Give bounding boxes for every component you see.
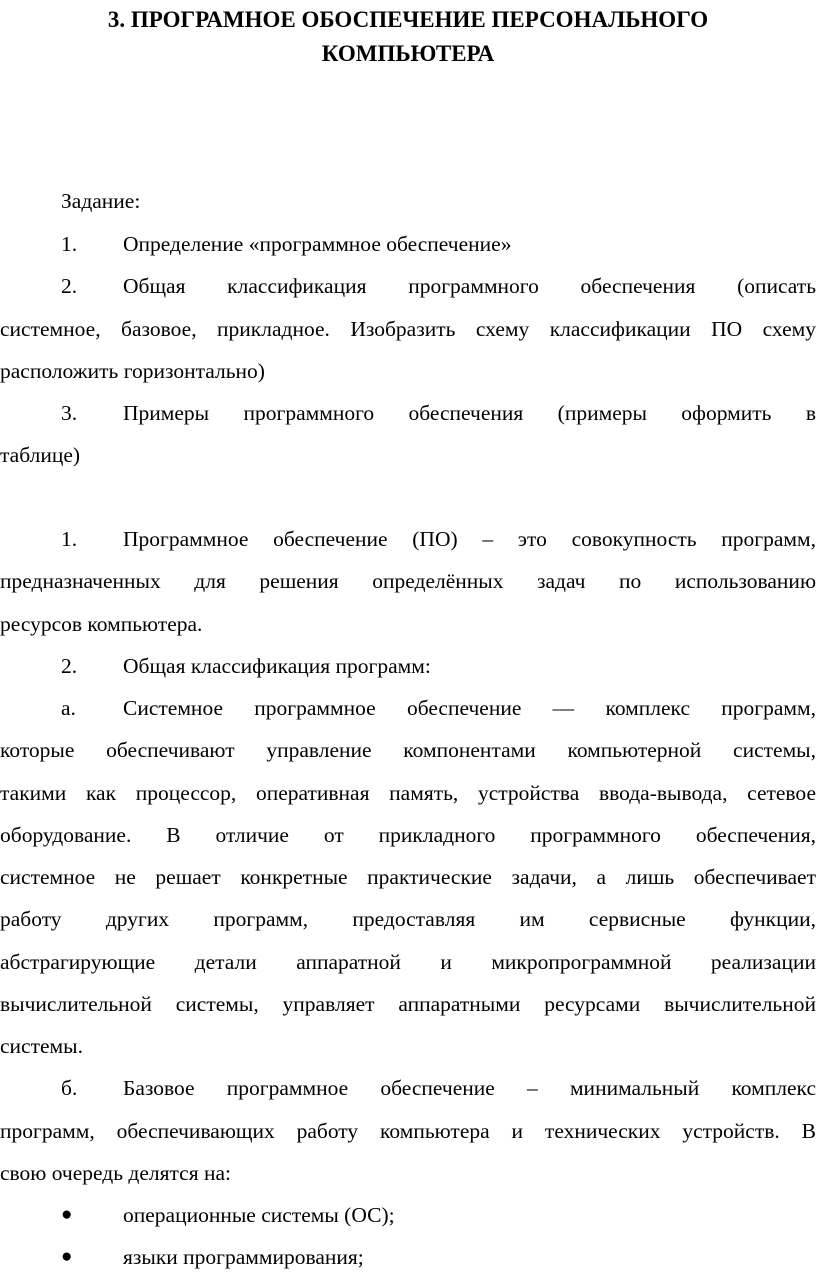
bullet-icon: ● [61, 1246, 73, 1267]
paragraph-letter: б. [61, 1076, 78, 1100]
paragraph-b [0, 1073, 816, 1103]
paragraph-a [0, 693, 816, 723]
task-item-1 [0, 229, 816, 259]
paragraph-b-line-2: программ, обеспечивающих работу компьютера и технических устройств. В [0, 1119, 816, 1143]
task-item-text: Общая классификация программного обеспечения (описать [123, 274, 816, 298]
paragraph-a-line-8: вычислительной системы, управляет аппаратными ресурсами вычислительной [0, 992, 816, 1016]
page-title-line-1: 3. ПРОГРАМНОЕ ОБОСПЕЧЕНИЕ ПЕРСОНАЛЬНОГО [107, 7, 709, 32]
paragraph-2 [0, 651, 816, 681]
paragraph-a-line-3: такими как процессор, оперативная память, устройства ввода-вывода, сетевое [0, 781, 816, 805]
paragraph-b-line-3: свою очередь делятся на: [0, 1161, 231, 1185]
paragraph-a-line-4: оборудование. В отличие от прикладного программного обеспечения, [0, 823, 816, 847]
paragraph-number: 2. [61, 654, 78, 678]
paragraph-a-line-5: системное не решает конкретные практические задачи, а лишь обеспечивает [0, 865, 816, 889]
bullet-icon: ● [61, 1204, 73, 1225]
paragraph-text: Базовое программное обеспечение – минимальный комплекс [123, 1076, 816, 1100]
bullet-item [0, 1200, 816, 1230]
task-item-3-line-2: таблице) [0, 443, 81, 467]
task-item-number: 2. [61, 274, 78, 298]
task-label-line [0, 186, 816, 216]
task-item-2-line-3: расположить горизонтально) [0, 359, 265, 383]
paragraph-letter: а. [61, 696, 76, 720]
task-item-2-line-2: системное, базовое, прикладное. Изобразить схему классификации ПО схему [0, 317, 816, 341]
paragraph-a-line-7: абстрагирующие детали аппаратной и микропрограммной реализации [0, 950, 816, 974]
task-item-text: Примеры программного обеспечения (примеры оформить в [123, 401, 816, 425]
task-label: Задание: [61, 189, 141, 213]
paragraph-text: Программное обеспечение (ПО) – это совокупность программ, [123, 527, 816, 551]
task-item-text: Определение «программное обеспечение» [123, 232, 512, 256]
paragraph-1-line-2: предназначенных для решения определённых задач по использованию [0, 569, 816, 593]
paragraph-text: Системное программное обеспечение — комплекс программ, [123, 696, 816, 720]
paragraph-a-line-6: работу других программ, предоставляя им сервисные функции, [0, 907, 816, 931]
task-item-3 [0, 398, 816, 428]
task-item-number: 3. [61, 401, 78, 425]
task-item-number: 1. [61, 232, 78, 256]
paragraph-a-line-2: которые обеспечивают управление компонентами компьютерной системы, [0, 738, 816, 762]
paragraph-1-line-3: ресурсов компьютера. [0, 612, 203, 636]
bullet-text: операционные системы (ОС); [123, 1203, 395, 1227]
task-item-2 [0, 271, 816, 301]
page-title-line-2: КОМПЬЮТЕРА [321, 41, 495, 66]
bullet-text: языки программирования; [123, 1245, 364, 1269]
paragraph-number: 1. [61, 527, 78, 551]
paragraph-1 [0, 524, 816, 554]
paragraph-text: Общая классификация программ: [123, 654, 431, 678]
bullet-item [0, 1242, 816, 1272]
paragraph-a-line-9: системы. [0, 1034, 83, 1058]
